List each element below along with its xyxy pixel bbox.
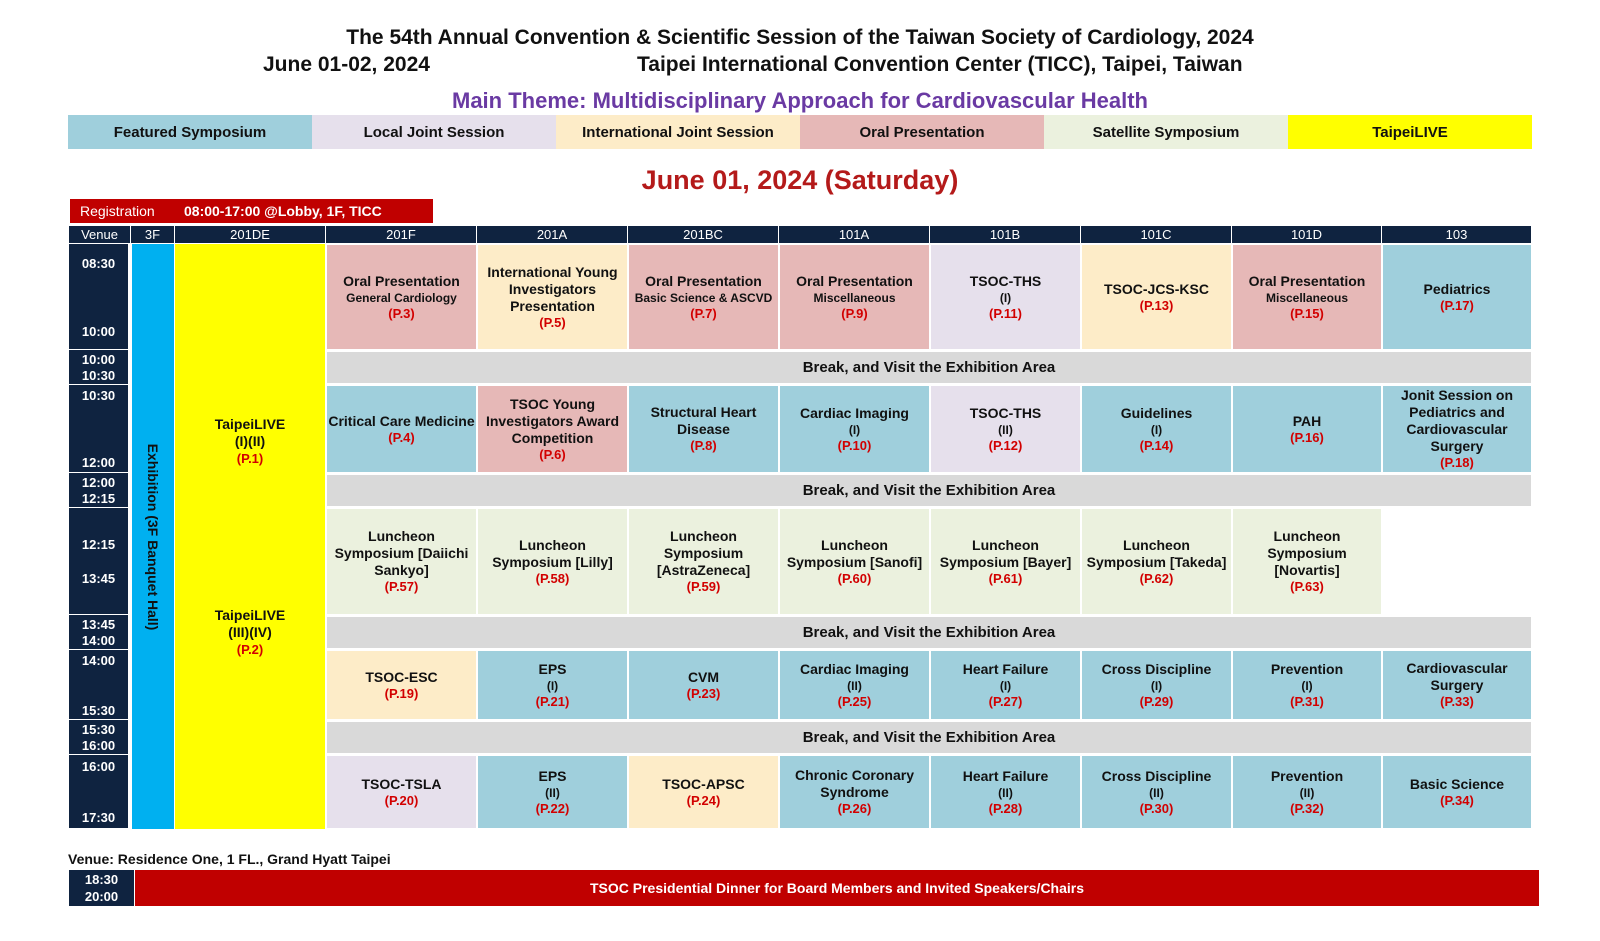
session-subtitle: (II) [998,785,1013,800]
session-cell [477,650,628,720]
session-title: Critical Care Medicine [328,412,475,429]
venue-header-101c: 101C [1081,226,1232,243]
session-cell [1382,650,1532,720]
session-page-ref: (P.26) [837,801,872,816]
time-slot-5 [69,755,128,829]
session-cell [930,650,1081,720]
time-slot-4 [69,650,128,720]
time-end: 14:00 [81,633,116,648]
time-start: 10:30 [81,388,116,403]
session-subtitle: (II) [1299,785,1315,800]
session-page-ref: (P.11) [988,305,1022,321]
session-title: Cross Discipline [1101,767,1212,784]
session-cell [1081,508,1232,615]
break-row-2: Break, and Visit the Exhibition Area [326,474,1532,507]
break-row-4: Break, and Visit the Exhibition Area [326,721,1532,754]
session-cell [930,385,1081,473]
time-end: 20:00 [84,889,119,904]
time-start: 18:30 [84,872,119,887]
session-page-ref: (P.57) [384,579,419,594]
session-cell [779,508,930,615]
session-cell [1232,244,1382,350]
session-cell [779,755,930,829]
legend-featured-symposium: Featured Symposium [68,115,312,149]
session-subtitle: (II) [847,678,862,693]
session-page-ref: (P.60) [837,570,872,586]
session-page-ref: (P.59) [686,579,721,594]
session-page-ref: (P.30) [1139,800,1174,816]
taipeilive-block-1 [175,416,325,467]
session-title: Oral Presentation [1248,272,1366,289]
time-end: 12:00 [81,455,116,470]
session-page-ref: (P.14) [1139,437,1174,453]
session-title: Luncheon Symposium [Daiichi Sankyo] [334,528,469,578]
taipeilive-page: (P.2) [236,642,264,657]
session-title: International Young Investigators Presentation [487,263,618,314]
time-slot-3 [69,508,128,615]
session-cell [779,385,930,473]
registration-label: Registration [80,203,155,219]
session-title: EPS [538,660,567,677]
session-page-ref: (P.6) [539,446,566,462]
legend-international-joint-session: International Joint Session [556,115,800,149]
session-cell [1081,755,1232,829]
session-subtitle: (I) [1301,678,1313,693]
session-page-ref: (P.32) [1290,800,1324,816]
session-title: Heart Failure [962,767,1049,784]
session-subtitle: (I) [999,678,1012,693]
session-title: Oral Presentation [645,272,762,289]
time-end: 17:30 [81,810,116,825]
time-start: 16:00 [81,759,116,774]
time-start: 12:00 [81,475,116,490]
session-page-ref: (P.20) [384,792,419,808]
session-page-ref: (P.62) [1139,570,1174,586]
time-slot-1 [69,244,128,350]
session-page-ref: (P.22) [535,800,570,816]
venue-header-label: Venue [69,226,131,243]
time-end: 13:45 [81,571,116,586]
session-page-ref: (P.24) [686,792,721,808]
session-title: TSOC-TSLA [361,775,442,792]
session-title: Chronic Coronary Syndrome [794,767,914,800]
convention-location: Taipei International Convention Center (TICC), Taipei, Taiwan [637,53,1243,76]
empty-cell [1382,508,1532,615]
session-cell [1382,755,1532,829]
session-page-ref: (P.25) [837,693,872,709]
session-title: Luncheon Symposium [Lilly] [492,536,613,570]
session-cell [628,755,779,829]
time-slot-2 [69,385,128,473]
session-title: TSOC-JCS-KSC [1103,280,1209,297]
session-title: Luncheon Symposium [Sanofi] [786,536,923,570]
session-cell [477,385,628,473]
session-cell [1232,508,1382,615]
session-page-ref: (P.19) [384,685,419,701]
taipeilive-sub: (I)(II) [234,433,266,449]
session-page-ref: (P.3) [388,305,415,321]
session-cell [326,650,477,720]
session-cell [930,244,1081,350]
session-title: Cardiovascular Surgery [1406,660,1508,693]
session-subtitle: (I) [999,290,1012,305]
session-title: TSOC Young Investigators Award Competition [485,395,620,446]
session-page-ref: (P.27) [988,693,1023,709]
session-title: Guidelines [1120,404,1193,421]
session-subtitle: (I) [546,678,559,693]
legend-satellite-symposium: Satellite Symposium [1044,115,1288,149]
venue-header-103: 103 [1382,226,1532,243]
session-title: Luncheon Symposium [AstraZeneca] [656,528,751,578]
session-title: TSOC-APSC [662,775,745,792]
session-subtitle: Basic Science & ASCVD [634,290,773,305]
session-title: Cardiac Imaging [800,404,909,421]
taipeilive-sub: (III)(IV) [228,624,272,640]
convention-title: The 54th Annual Convention & Scientific Session of the Taiwan Society of Cardiology, 2024 [346,26,1254,49]
session-subtitle: Miscellaneous [813,290,896,305]
session-title: TSOC-THS [969,404,1042,421]
taipeilive-title: TaipeiLIVE [214,416,286,432]
session-title: TSOC-ESC [365,668,438,685]
venue-header-101d: 101D [1232,226,1382,243]
registration-value: 08:00-17:00 @Lobby, 1F, TICC [184,203,382,219]
session-cell [477,244,628,350]
venue-header-101a: 101A [779,226,930,243]
session-title: Oral Presentation [796,272,913,289]
session-page-ref: (P.13) [1139,297,1174,313]
venue-header-201f: 201F [326,226,477,243]
legend-oral-presentation: Oral Presentation [800,115,1044,149]
session-page-ref: (P.8) [690,438,717,453]
exhibition-label: Exhibition (3F Banquet Hall) [145,443,161,630]
session-title: Luncheon Symposium [Takeda] [1086,536,1227,570]
session-cell [477,755,628,829]
time-end: 12:15 [81,491,116,506]
time-break-4 [69,720,128,755]
main-theme: Main Theme: Multidisciplinary Approach for Cardiovascular Health [452,88,1148,113]
presidential-dinner: TSOC Presidential Dinner for Board Members and Invited Speakers/Chairs [135,870,1539,906]
session-subtitle: (I) [1150,678,1163,693]
session-cell [628,244,779,350]
session-subtitle: Miscellaneous [1265,290,1349,305]
taipeilive-column [175,244,325,829]
session-title: PAH [1292,412,1322,429]
break-row-1: Break, and Visit the Exhibition Area [326,351,1532,384]
session-cell [628,385,779,473]
session-page-ref: (P.33) [1440,694,1474,709]
session-page-ref: (P.21) [535,693,570,709]
session-title: Jonit Session on Pediatrics and Cardiovascular Surgery [1400,387,1513,454]
session-cell [779,244,930,350]
session-cell [1232,385,1382,473]
time-start: 08:30 [81,256,116,271]
time-break-3 [69,615,128,650]
session-title: Luncheon Symposium [Bayer] [939,536,1072,570]
venue-header-3f: 3F [131,226,175,243]
time-end: 16:00 [81,738,116,753]
session-title: CVM [687,668,720,685]
session-page-ref: (P.18) [1440,455,1474,470]
time-start: 10:00 [81,352,116,367]
session-title: Oral Presentation [343,272,460,289]
time-start: 14:00 [81,653,116,668]
convention-dates: June 01-02, 2024 [263,53,430,76]
session-subtitle: (I) [1150,422,1163,437]
session-title: Heart Failure [962,660,1049,677]
session-cell [1382,244,1532,350]
session-cell [930,508,1081,615]
session-cell [1081,244,1232,350]
session-cell [326,755,477,829]
time-end: 10:30 [81,368,116,383]
session-page-ref: (P.15) [1290,305,1324,321]
session-page-ref: (P.58) [535,570,570,586]
session-title: Structural Heart Disease [650,404,757,437]
session-page-ref: (P.16) [1290,429,1324,445]
registration-bar [70,199,433,223]
time-end: 10:00 [81,324,116,339]
session-page-ref: (P.23) [686,685,721,701]
session-title: Basic Science [1409,775,1505,792]
session-cell [1232,650,1382,720]
taipeilive-block-2 [175,607,325,658]
session-page-ref: (P.12) [988,437,1023,453]
exhibition-column [132,244,174,829]
session-subtitle: (II) [998,422,1013,437]
session-title: Prevention [1270,767,1344,784]
session-cell [477,508,628,615]
session-page-ref: (P.31) [1290,693,1324,709]
session-cell [1382,385,1532,473]
session-title: EPS [538,767,567,784]
session-title: Cardiac Imaging [800,660,909,677]
session-cell [1081,385,1232,473]
session-subtitle: (II) [545,785,560,800]
venue-header-201de: 201DE [175,226,326,243]
session-title: Pediatrics [1423,280,1491,297]
session-title: Cross Discipline [1101,660,1212,677]
session-cell [326,385,477,473]
session-page-ref: (P.29) [1139,693,1174,709]
break-row-3: Break, and Visit the Exhibition Area [326,616,1532,649]
session-page-ref: (P.9) [841,305,868,321]
session-page-ref: (P.4) [388,429,415,445]
legend [68,115,1532,149]
venue-header-101b: 101B [930,226,1081,243]
session-cell [779,650,930,720]
time-start: 15:30 [81,722,116,737]
session-subtitle: (I) [848,422,861,437]
venue-header-201a: 201A [477,226,628,243]
session-cell [628,508,779,615]
day-title: June 01, 2024 (Saturday) [641,165,959,195]
time-end: 15:30 [81,703,116,718]
session-page-ref: (P.61) [988,570,1023,586]
session-title: Luncheon Symposium [Novartis] [1267,528,1347,578]
session-cell [1081,650,1232,720]
time-start: 12:15 [81,537,116,552]
session-page-ref: (P.34) [1440,792,1474,808]
legend-local-joint-session: Local Joint Session [312,115,556,149]
legend-taipeilive: TaipeiLIVE [1288,115,1532,149]
time-start: 13:45 [81,617,116,632]
session-page-ref: (P.17) [1440,297,1474,313]
session-page-ref: (P.10) [837,437,872,453]
taipeilive-page: (P.1) [236,451,264,466]
session-cell [930,755,1081,829]
evening-venue: Venue: Residence One, 1 FL., Grand Hyatt Taipei [68,851,391,867]
time-break-1 [69,350,128,385]
session-cell [326,244,477,350]
time-break-2 [69,473,128,508]
session-cell [1232,755,1382,829]
session-page-ref: (P.5) [539,314,566,330]
taipeilive-title: TaipeiLIVE [214,607,286,623]
session-page-ref: (P.63) [1290,579,1324,594]
session-subtitle: (II) [1149,785,1164,800]
session-page-ref: (P.7) [690,305,717,321]
dinner-time [69,870,134,906]
session-title: Prevention [1270,660,1344,677]
session-cell [326,508,477,615]
session-cell [628,650,779,720]
session-title: TSOC-THS [969,272,1042,289]
session-subtitle: General Cardiology [346,290,457,305]
session-page-ref: (P.28) [988,800,1023,816]
venue-header-201bc: 201BC [628,226,779,243]
